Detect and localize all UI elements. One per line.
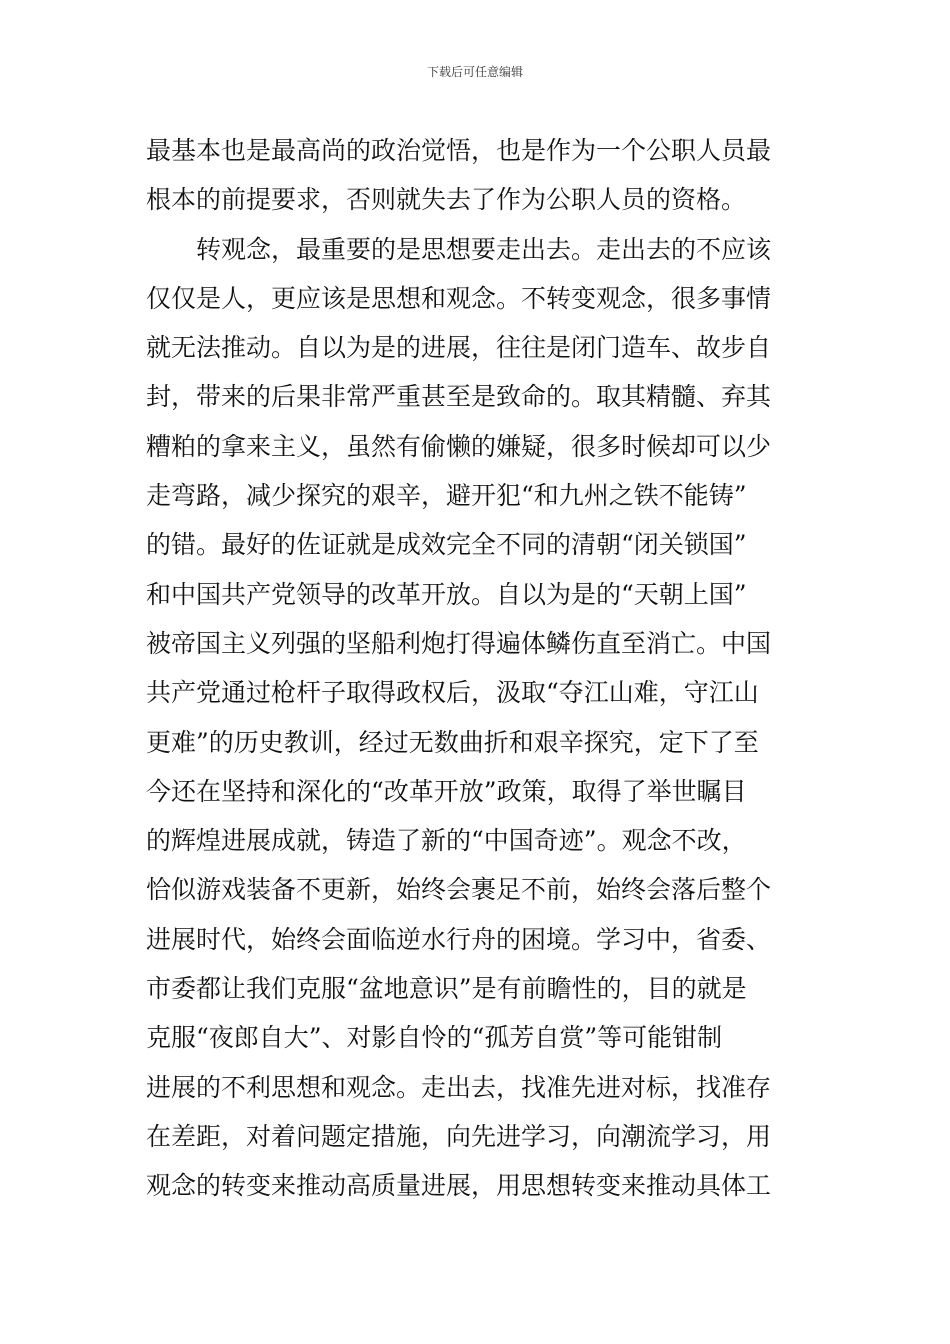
text-line: 市委都让我们克服“盆地意识”是有前瞻性的，目的就是 (146, 974, 747, 1004)
text-line: 被帝国主义列强的坚船利炮打得遍体鳞伤直至消亡。中国 (146, 628, 772, 658)
text-line: 克服“夜郎自大”、对影自怜的“孤芳自赏”等可能钳制 (146, 1023, 723, 1053)
text-line: 的辉煌进展成就，铸造了新的“中国奇迹”。观念不改， (146, 826, 747, 856)
text-line: 走弯路，减少探究的艰辛，避开犯“和九州之铁不能铸” (146, 481, 747, 511)
text-line: 糟粕的拿来主义，虽然有偷懒的嫌疑，很多时候却可以少 (146, 431, 772, 461)
document-body (146, 126, 810, 1211)
text-line: 和中国共产党领导的改革开放。自以为是的“天朝上国” (146, 579, 747, 609)
text-line: 根本的前提要求，否则就失去了作为公职人员的资格。 (146, 185, 747, 215)
text-line: 进展的不利思想和观念。走出去，找准先进对标，找准存 (146, 1072, 772, 1102)
text-line: 在差距，对着问题定措施，向先进学习，向潮流学习，用 (146, 1121, 772, 1151)
paragraph-first-line: 转观念，最重要的是思想要走出去。走出去的不应该 (196, 234, 772, 264)
text-line: 的错。最好的佐证就是成效完全不同的清朝“闭关锁国” (146, 530, 747, 560)
text-line: 最基本也是最高尚的政治觉悟，也是作为一个公职人员最 (146, 136, 772, 165)
text-line: 更难”的历史教训，经过无数曲折和艰辛探究，定下了至 (146, 727, 759, 757)
text-line: 今还在坚持和深化的“改革开放”政策，取得了举世瞩目 (146, 776, 747, 806)
page-header: 下载后可任意编辑 (426, 65, 523, 79)
text-line: 恰似游戏装备不更新，始终会裹足不前，始终会落后整个 (146, 875, 772, 905)
text-line: 封，带来的后果非常严重甚至是致命的。取其精髓、弃其 (146, 382, 772, 412)
text-line: 观念的转变来推动高质量进展，用思想转变来推动具体工 (146, 1171, 772, 1201)
text-line: 仅仅是人，更应该是思想和观念。不转变观念，很多事情 (146, 283, 772, 313)
text-line: 进展时代，始终会面临逆水行舟的困境。学习中，省委、 (146, 924, 772, 954)
text-line: 就无法推动。自以为是的进展，往往是闭门造车、故步自 (146, 333, 772, 363)
text-line: 共产党通过枪杆子取得政权后，汲取“夺江山难，守江山 (146, 678, 759, 708)
